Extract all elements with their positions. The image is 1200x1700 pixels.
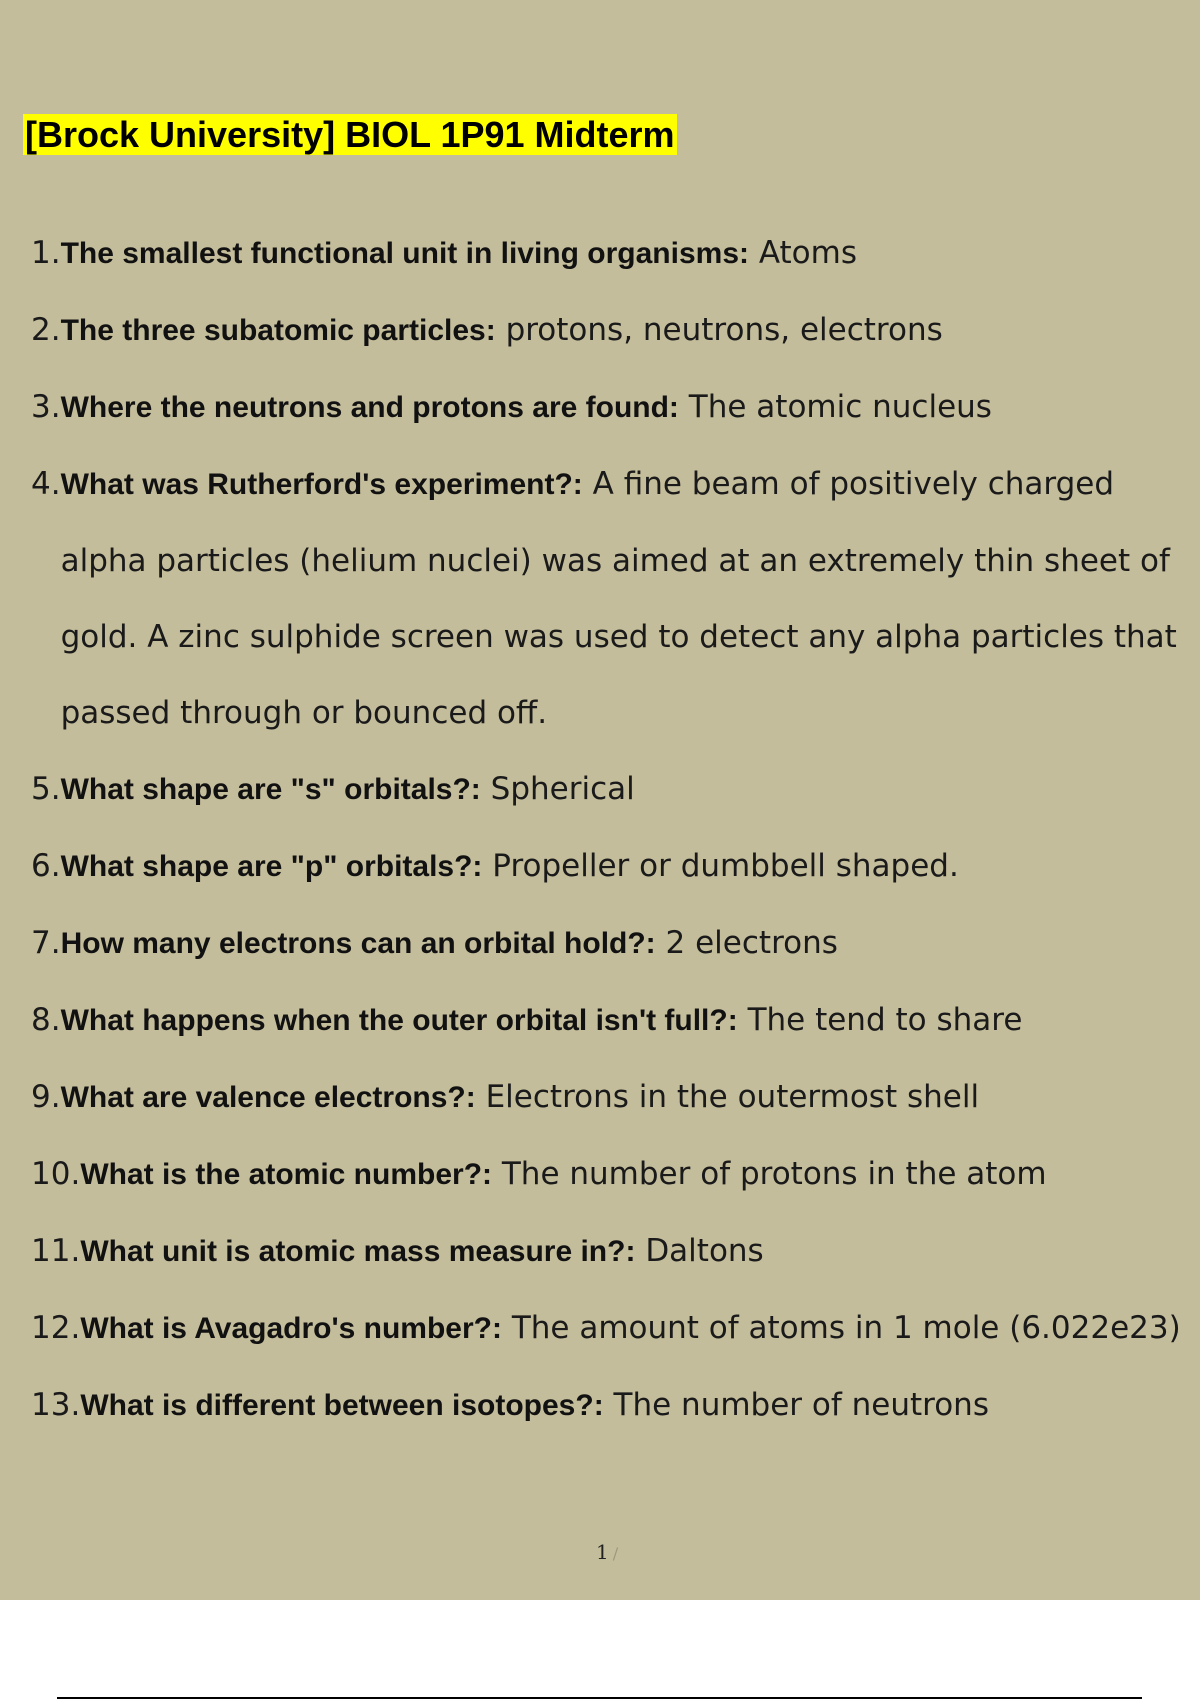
list-item bbox=[31, 751, 1196, 828]
question-list bbox=[31, 215, 1196, 1444]
item-number: 6. bbox=[31, 848, 61, 884]
list-item bbox=[31, 1136, 1196, 1213]
question-text: What is different between isotopes?: bbox=[80, 1389, 604, 1422]
page-separator: / bbox=[612, 1544, 619, 1563]
list-item bbox=[31, 1290, 1196, 1367]
list-item bbox=[31, 446, 1196, 751]
item-number: 11. bbox=[31, 1233, 81, 1269]
question-text: What shape are "p" orbitals?: bbox=[60, 850, 483, 883]
question-text: What shape are "s" orbitals?: bbox=[60, 773, 481, 806]
list-item bbox=[31, 292, 1196, 369]
answer-text: The number of protons in the atom bbox=[501, 1156, 1047, 1192]
answer-text: Propeller or dumbbell shaped. bbox=[492, 848, 959, 884]
question-text: The smallest functional unit in living organisms: bbox=[60, 237, 749, 270]
item-number: 8. bbox=[31, 1002, 61, 1038]
answer-text: The number of neutrons bbox=[613, 1387, 989, 1423]
answer-text: The amount of atoms in 1 mole (6.022e23) bbox=[511, 1310, 1181, 1346]
list-item bbox=[31, 1059, 1196, 1136]
question-text: What happens when the outer orbital isn't full?: bbox=[60, 1004, 738, 1037]
item-number: 7. bbox=[31, 925, 61, 961]
document-title: [Brock University] BIOL 1P91 Midterm bbox=[25, 114, 675, 155]
answer-text: The atomic nucleus bbox=[688, 389, 992, 425]
page-number: 1 / bbox=[596, 1540, 619, 1564]
question-text: How many electrons can an orbital hold?: bbox=[60, 927, 656, 960]
list-item bbox=[31, 215, 1196, 292]
question-text: The three subatomic particles: bbox=[60, 314, 496, 347]
answer-text: Atoms bbox=[758, 235, 857, 271]
list-item bbox=[31, 1367, 1196, 1444]
list-item bbox=[31, 369, 1196, 446]
answer-text: A fine beam of positively charged alpha particles (helium nuclei) was aimed at an extremely thin sheet of gold. A zinc sulphide screen was used to detect any alpha particles that passed through or bounced off. bbox=[60, 466, 1177, 731]
item-number: 3. bbox=[31, 389, 61, 425]
item-number: 10. bbox=[31, 1156, 81, 1192]
item-number: 4. bbox=[31, 466, 61, 502]
list-item bbox=[31, 982, 1196, 1059]
question-text: Where the neutrons and protons are found: bbox=[60, 391, 679, 424]
question-text: What is the atomic number?: bbox=[80, 1158, 493, 1191]
item-number: 1. bbox=[31, 235, 61, 271]
item-number: 2. bbox=[31, 312, 61, 348]
answer-text: Daltons bbox=[645, 1233, 764, 1269]
answer-text: protons, neutrons, electrons bbox=[505, 312, 943, 348]
question-text: What unit is atomic mass measure in?: bbox=[80, 1235, 636, 1268]
answer-text: Spherical bbox=[490, 771, 635, 807]
question-text: What is Avagadro's number?: bbox=[80, 1312, 502, 1345]
answer-text: The tend to share bbox=[747, 1002, 1023, 1038]
list-item bbox=[31, 828, 1196, 905]
answer-text: 2 electrons bbox=[665, 925, 838, 961]
item-number: 5. bbox=[31, 771, 61, 807]
question-text: What was Rutherford's experiment?: bbox=[60, 468, 583, 501]
page-divider bbox=[57, 1697, 1142, 1699]
list-item bbox=[31, 905, 1196, 982]
list-item bbox=[31, 1213, 1196, 1290]
item-number: 13. bbox=[31, 1387, 81, 1423]
item-number: 9. bbox=[31, 1079, 61, 1115]
item-number: 12. bbox=[31, 1310, 81, 1346]
question-text: What are valence electrons?: bbox=[60, 1081, 476, 1114]
answer-text: Electrons in the outermost shell bbox=[485, 1079, 980, 1115]
